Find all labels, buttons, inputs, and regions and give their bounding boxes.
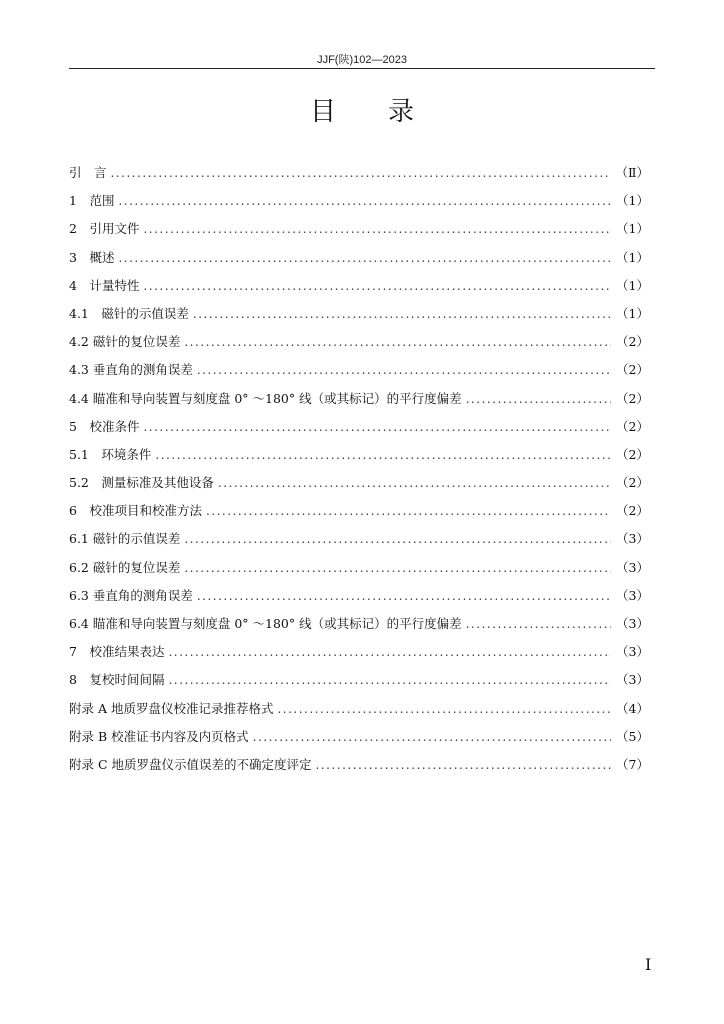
toc-entry-page: （2） xyxy=(616,475,649,491)
toc-entry[interactable] xyxy=(69,304,649,332)
toc-entry[interactable] xyxy=(69,755,649,783)
toc-leader-dots xyxy=(118,194,611,208)
toc-entry-label: 2 引用文件 xyxy=(69,221,140,237)
toc-entry-page: （2） xyxy=(616,446,649,462)
toc-entry[interactable] xyxy=(69,586,649,614)
toc-leader-dots xyxy=(253,730,611,744)
toc-leader-dots xyxy=(111,166,611,180)
toc-entry[interactable] xyxy=(69,332,649,360)
toc-entry-label: 5 校准条件 xyxy=(69,418,140,434)
toc-leader-dots xyxy=(206,504,611,518)
toc-leader-dots xyxy=(168,645,611,659)
toc-leader-dots xyxy=(143,222,611,236)
toc-entry-label: 4 计量特性 xyxy=(69,277,140,293)
toc-entry-label: 4.4 瞄准和导向装置与刻度盘 0° ～180° 线（或其标记）的平行度偏差 xyxy=(69,390,462,406)
toc-entry-label: 8 复校时间间隔 xyxy=(69,672,165,688)
document-code-header: JJF(陕)102—2023 xyxy=(317,54,407,66)
toc-entry[interactable] xyxy=(69,642,649,670)
toc-entry-page: （5） xyxy=(616,728,649,744)
toc-leader-dots xyxy=(316,758,611,772)
toc-entry[interactable] xyxy=(69,473,649,501)
toc-entry-page: （2） xyxy=(616,418,649,434)
toc-leader-dots xyxy=(466,617,611,631)
toc-entry-page: （1） xyxy=(616,249,649,265)
toc-entry[interactable] xyxy=(69,219,649,247)
toc-entry-page: （2） xyxy=(616,390,649,406)
toc-entry-page: （3） xyxy=(616,644,649,660)
toc-entry-label: 引 言 xyxy=(69,165,107,180)
toc-entry[interactable] xyxy=(69,248,649,276)
toc-entry-label: 6.4 瞄准和导向装置与刻度盘 0° ～180° 线（或其标记）的平行度偏差 xyxy=(69,616,462,631)
toc-entry-label: 6 校准项目和校准方法 xyxy=(69,503,202,519)
toc-entry-label: 5.1 环境条件 xyxy=(69,446,152,462)
toc-leader-dots xyxy=(143,420,611,434)
toc-entry-page: （3） xyxy=(616,559,649,575)
toc-entry-label: 4.3 垂直角的测角误差 xyxy=(69,362,193,378)
toc-entry[interactable] xyxy=(69,501,649,529)
toc-entry-label: 1 范围 xyxy=(69,193,115,209)
toc-entry-page: （3） xyxy=(616,616,649,631)
toc-leader-dots xyxy=(184,561,611,575)
toc-entry-label: 6.2 磁针的复位误差 xyxy=(69,559,181,575)
toc-entry[interactable] xyxy=(69,529,649,557)
toc-entry-label: 附录 C 地质罗盘仪示值误差的不确定度评定 xyxy=(69,756,312,772)
toc-entry-page: （1） xyxy=(616,305,649,321)
toc-leader-dots xyxy=(197,589,611,603)
toc-entry-label: 7 校准结果表达 xyxy=(69,644,165,660)
toc-entry-page: （7） xyxy=(616,756,649,772)
toc-leader-dots xyxy=(193,307,611,321)
toc-entry[interactable] xyxy=(69,699,649,727)
toc-entry[interactable] xyxy=(69,191,649,219)
toc-entry-label: 6.1 磁针的示值误差 xyxy=(69,531,181,547)
toc-entry-label: 附录 A 地质罗盘仪校准记录推荐格式 xyxy=(69,700,274,716)
header-divider xyxy=(69,68,655,69)
toc-entry-page: （1） xyxy=(616,221,649,237)
page-title: 目录 xyxy=(309,97,466,127)
toc-entry-page: （1） xyxy=(616,277,649,293)
toc-entry-label: 附录 B 校准证书内容及内页格式 xyxy=(69,728,249,744)
toc-entry[interactable] xyxy=(69,558,649,586)
toc-leader-dots xyxy=(143,279,611,293)
toc-entry-page: （4） xyxy=(616,700,649,716)
toc-leader-dots xyxy=(277,702,611,716)
toc-leader-dots xyxy=(466,392,611,406)
toc-entry-page: （3） xyxy=(616,587,649,603)
toc-entry-label: 6.3 垂直角的测角误差 xyxy=(69,587,193,603)
toc-leader-dots xyxy=(218,476,611,490)
toc-entry[interactable] xyxy=(69,276,649,304)
toc-entry[interactable] xyxy=(69,389,649,417)
toc-entry[interactable] xyxy=(69,670,649,698)
toc-leader-dots xyxy=(155,448,611,462)
toc-leader-dots xyxy=(118,251,611,265)
page-number: I xyxy=(645,955,652,974)
toc-entry-label: 5.2 测量标准及其他设备 xyxy=(69,475,214,491)
toc-leader-dots xyxy=(184,532,611,546)
toc-entry[interactable] xyxy=(69,360,649,388)
toc-entry-page: （3） xyxy=(616,531,649,547)
table-of-contents xyxy=(69,163,649,783)
toc-leader-dots xyxy=(184,335,611,349)
toc-entry[interactable] xyxy=(69,163,649,191)
toc-leader-dots xyxy=(197,363,611,377)
toc-entry-page: （3） xyxy=(616,672,649,688)
toc-entry[interactable] xyxy=(69,614,649,642)
toc-entry[interactable] xyxy=(69,727,649,755)
toc-entry[interactable] xyxy=(69,445,649,473)
toc-entry[interactable] xyxy=(69,417,649,445)
toc-entry-label: 4.2 磁针的复位误差 xyxy=(69,334,181,350)
toc-entry-page: （2） xyxy=(616,503,649,519)
toc-entry-label: 3 概述 xyxy=(69,249,115,265)
toc-entry-page: （1） xyxy=(616,193,649,209)
toc-entry-page: （Ⅱ） xyxy=(615,165,649,180)
toc-leader-dots xyxy=(168,673,611,687)
toc-entry-label: 4.1 磁针的示值误差 xyxy=(69,305,189,321)
toc-entry-page: （2） xyxy=(616,362,649,378)
toc-entry-page: （2） xyxy=(616,334,649,350)
